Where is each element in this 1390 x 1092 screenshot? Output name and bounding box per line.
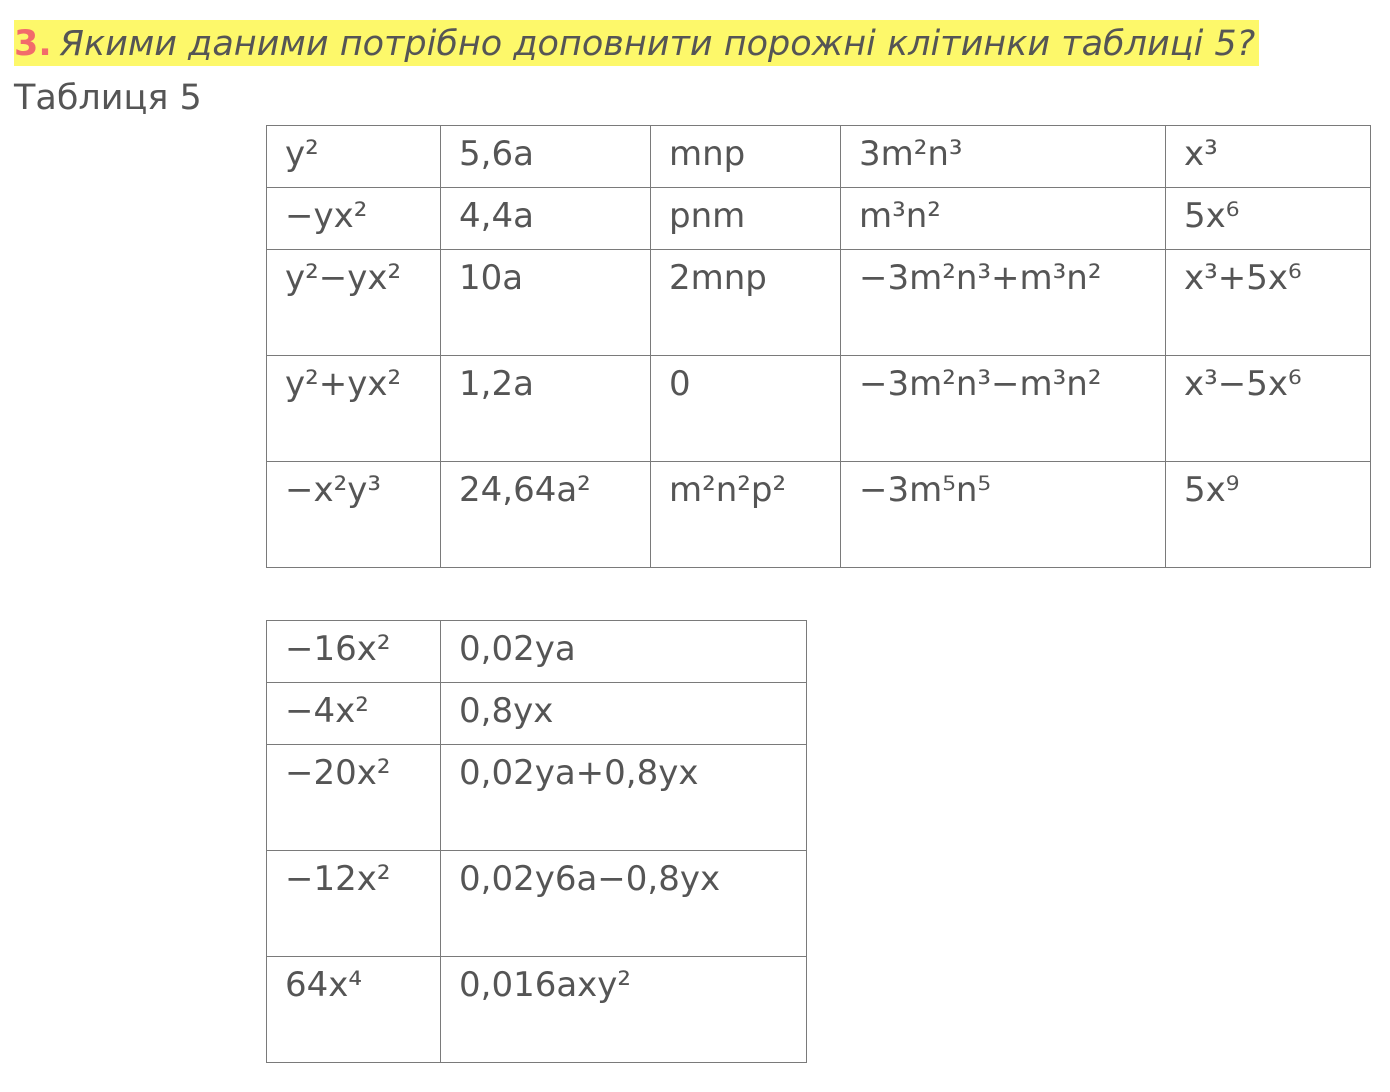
table-cell: −3m²n³+m³n²	[841, 250, 1166, 356]
table-cell: 0,8yx	[441, 683, 807, 745]
table-cell: −12x²	[267, 851, 441, 957]
table-cell: −x²y³	[267, 462, 441, 568]
expression-table	[266, 620, 807, 1063]
table-cell: x³+5x⁶	[1166, 250, 1371, 356]
table-cell: pnm	[651, 188, 841, 250]
table-cell: 1,2a	[441, 356, 651, 462]
table-cell: 0	[651, 356, 841, 462]
table-row	[267, 851, 807, 957]
table-cell: −20x²	[267, 745, 441, 851]
table-row	[267, 957, 807, 1063]
table-cell: −3m⁵n⁵	[841, 462, 1166, 568]
monomial-table	[266, 125, 1371, 568]
table-row	[267, 683, 807, 745]
table-cell: −3m²n³−m³n²	[841, 356, 1166, 462]
table-cell: 64x⁴	[267, 957, 441, 1063]
table-cell: y²+yx²	[267, 356, 441, 462]
table-row	[267, 126, 1371, 188]
table-cell: 5x⁶	[1166, 188, 1371, 250]
table-cell: −16x²	[267, 621, 441, 683]
table-row	[267, 188, 1371, 250]
table-cell: x³	[1166, 126, 1371, 188]
table-cell: 5x⁹	[1166, 462, 1371, 568]
table-cell: 2mnp	[651, 250, 841, 356]
question-text: Якими даними потрібно доповнити порожні клітинки таблиці 5?	[59, 24, 1256, 64]
table-cell: −4x²	[267, 683, 441, 745]
table-cell: y²−yx²	[267, 250, 441, 356]
table-cell: m³n²	[841, 188, 1166, 250]
table-cell: y²	[267, 126, 441, 188]
table-cell: m²n²p²	[651, 462, 841, 568]
table-row	[267, 621, 807, 683]
table-cell: 0,016axy²	[441, 957, 807, 1063]
table-cell: 4,4a	[441, 188, 651, 250]
table-cell: 24,64a²	[441, 462, 651, 568]
question-heading	[14, 20, 1259, 66]
table-cell: 0,02ya+0,8yx	[441, 745, 807, 851]
table-cell: 0,02ya	[441, 621, 807, 683]
table-row	[267, 250, 1371, 356]
table-row	[267, 462, 1371, 568]
table-caption: Таблиця 5	[14, 78, 202, 118]
table-cell: 3m²n³	[841, 126, 1166, 188]
table-cell: 0,02y6a−0,8yx	[441, 851, 807, 957]
table-cell: 5,6a	[441, 126, 651, 188]
table-cell: −yx²	[267, 188, 441, 250]
table-row	[267, 745, 807, 851]
table-cell: 10a	[441, 250, 651, 356]
question-number: 3.	[14, 24, 52, 64]
table-cell: mnp	[651, 126, 841, 188]
table-row	[267, 356, 1371, 462]
table-cell: x³−5x⁶	[1166, 356, 1371, 462]
